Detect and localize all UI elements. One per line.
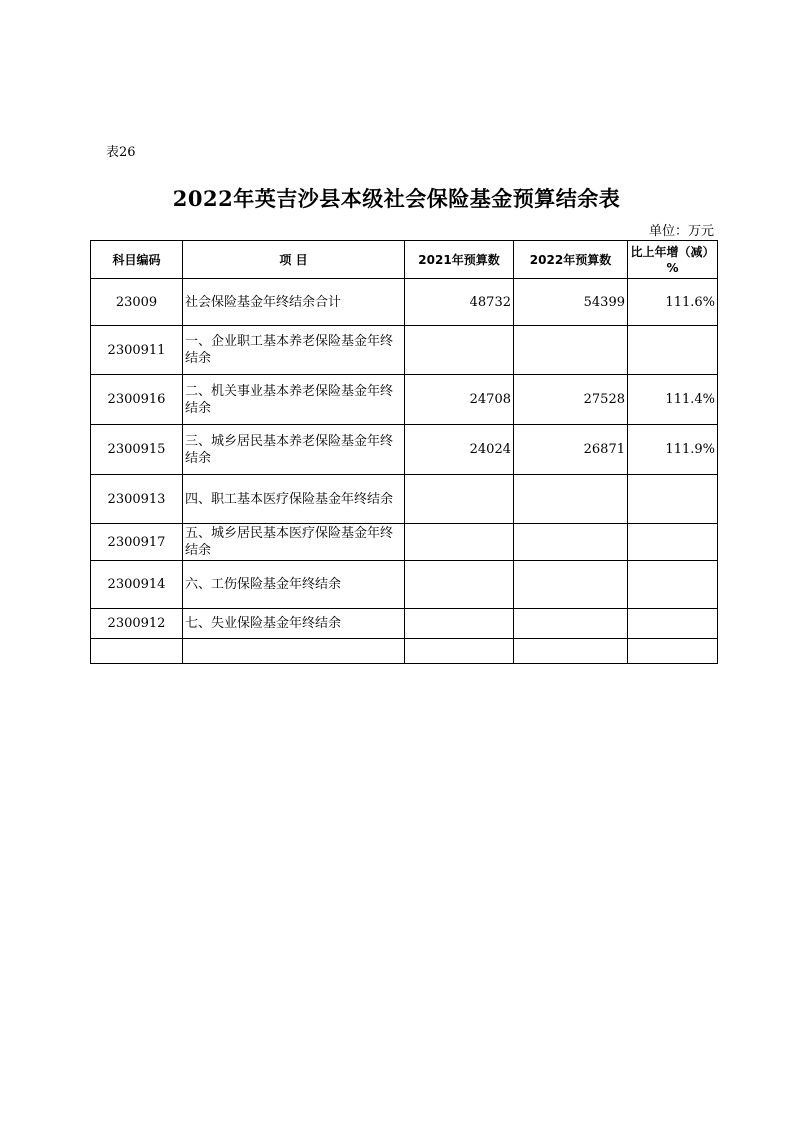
- header-budget-2022: 2022年预算数: [514, 241, 628, 279]
- unit-label: 单位：万元: [648, 224, 714, 239]
- row-budget-2021: [405, 639, 514, 664]
- table-number-label: 表26: [106, 145, 136, 160]
- row-change-percent: [628, 326, 718, 375]
- row-budget-2021: [405, 524, 514, 561]
- row-change-percent: [628, 561, 718, 609]
- row-code: 2300913: [91, 475, 183, 524]
- row-budget-2022: 27528: [514, 375, 628, 425]
- header-code: 科目编码: [91, 241, 183, 279]
- row-budget-2022: [514, 524, 628, 561]
- row-name: [183, 639, 405, 664]
- row-code: 2300916: [91, 375, 183, 425]
- row-budget-2022: 26871: [514, 425, 628, 475]
- row-budget-2022: [514, 639, 628, 664]
- row-name: 三、城乡居民基本养老保险基金年终结余: [183, 425, 405, 475]
- table-header-row: [91, 241, 718, 279]
- row-budget-2021: 24708: [405, 375, 514, 425]
- row-budget-2022: [514, 609, 628, 639]
- row-budget-2022: [514, 561, 628, 609]
- row-code: 2300917: [91, 524, 183, 561]
- header-item: 项 目: [183, 241, 405, 279]
- row-change-percent: [628, 524, 718, 561]
- row-code: 2300914: [91, 561, 183, 609]
- row-change-percent: [628, 609, 718, 639]
- row-name: 一、企业职工基本养老保险基金年终结余: [183, 326, 405, 375]
- row-budget-2022: [514, 326, 628, 375]
- row-budget-2021: [405, 326, 514, 375]
- row-code: 2300911: [91, 326, 183, 375]
- row-budget-2021: [405, 475, 514, 524]
- table-row: [91, 639, 718, 664]
- header-change-percent: 比上年增（减）%: [628, 241, 718, 279]
- header-budget-2021: 2021年预算数: [405, 241, 514, 279]
- row-budget-2022: [514, 475, 628, 524]
- row-change-percent: [628, 475, 718, 524]
- row-name: 二、机关事业基本养老保险基金年终结余: [183, 375, 405, 425]
- table-row: [91, 609, 718, 639]
- row-change-percent: [628, 639, 718, 664]
- row-name: 六、工伤保险基金年终结余: [183, 561, 405, 609]
- row-change-percent: 111.4%: [628, 375, 718, 425]
- row-budget-2021: 48732: [405, 279, 514, 326]
- budget-balance-table: [90, 240, 718, 664]
- table-row: [91, 475, 718, 524]
- row-budget-2021: [405, 561, 514, 609]
- table-row: [91, 326, 718, 375]
- row-budget-2022: 54399: [514, 279, 628, 326]
- row-budget-2021: 24024: [405, 425, 514, 475]
- row-change-percent: 111.6%: [628, 279, 718, 326]
- row-code: 2300915: [91, 425, 183, 475]
- row-name: 四、职工基本医疗保险基金年终结余: [183, 475, 405, 524]
- table-row: [91, 279, 718, 326]
- row-name: 七、失业保险基金年终结余: [183, 609, 405, 639]
- row-budget-2021: [405, 609, 514, 639]
- row-code: [91, 639, 183, 664]
- row-code: 2300912: [91, 609, 183, 639]
- table-row: [91, 524, 718, 561]
- row-name: 五、城乡居民基本医疗保险基金年终结余: [183, 524, 405, 561]
- document-title: 2022年英吉沙县本级社会保险基金预算结余表: [172, 186, 621, 211]
- row-name: 社会保险基金年终结余合计: [183, 279, 405, 326]
- row-code: 23009: [91, 279, 183, 326]
- table-row: [91, 561, 718, 609]
- table-row: [91, 425, 718, 475]
- table-row: [91, 375, 718, 425]
- row-change-percent: 111.9%: [628, 425, 718, 475]
